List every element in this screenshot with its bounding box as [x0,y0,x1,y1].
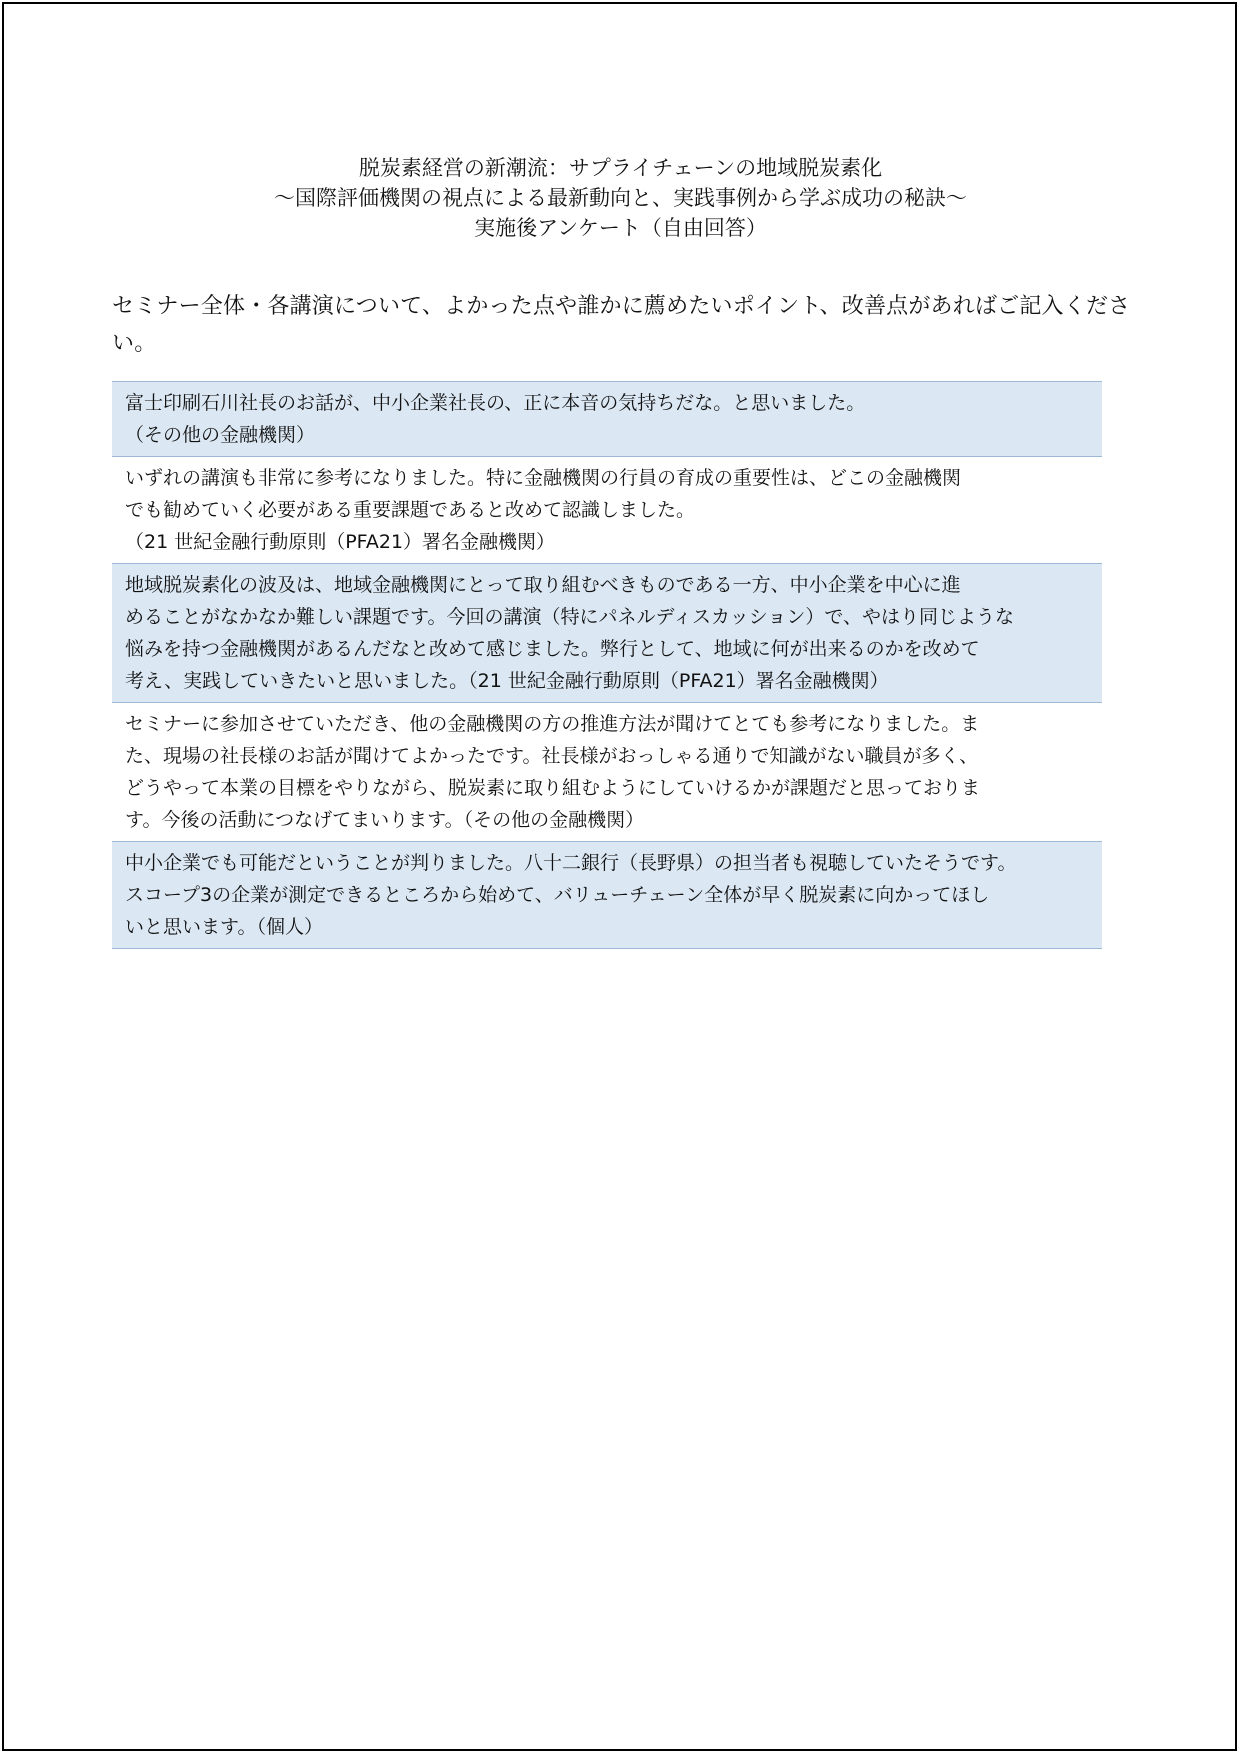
answer-text-line: 地域脱炭素化の波及は、地域金融機関にとって取り組むべきものである一方、中小企業を中心に進 [125,574,961,596]
answer-text-line: いずれの講演も非常に参考になりました。特に金融機関の行員の育成の重要性は、どこの金融機関 [125,467,962,489]
answer-text-line: た、現場の社長様のお話が聞けてよかったです。社長様がおっしゃる通りで知識がない職員が多く、 [125,745,979,767]
answer-text-line: 富士印刷石川社長のお話が、中小企業社長の、正に本音の気持ちだな。と思いました。 [125,392,866,414]
answer-text-line: スコープ3の企業が測定できるところから始めて、バリューチェーン全体が早く脱炭素に向かってほし [125,884,990,906]
document-title [0,153,1241,243]
answer-row [112,456,1102,563]
answer-text-line: 悩みを持つ金融機関があるんだなと改めて感じました。弊行として、地域に何が出来るのかを改めて [125,638,980,660]
title-line-main: 脱炭素経営の新潮流：サプライチェーンの地域脱炭素化 [358,156,883,180]
answer-row [112,702,1102,841]
answer-list [112,381,1102,949]
answer-text-line: どうやって本業の目標をやりながら、脱炭素に取り組むようにしていけるかが課題だと思っておりま [125,777,981,799]
answer-respondent: （その他の金融機関） [125,424,316,446]
answer-text-line: セミナーに参加させていただき、他の金融機関の方の推進方法が聞けてとても参考になりました。ま [125,713,980,735]
answer-text-line: 中小企業でも可能だということが判りました。八十二銀行（長野県）の担当者も視聴していたそうです。 [125,852,1017,874]
answer-text-line: でも勧めていく必要がある重要課題であると改めて認識しました。 [125,499,696,521]
question-line: い。 [112,331,157,356]
title-line-survey: 実施後アンケート（自由回答） [474,216,767,240]
answer-text-line: めることがなかなか難しい課題です。今回の講演（特にパネルディスカッション）で、やはり同じような [125,606,1015,628]
answer-text-line: 考え、実践していきたいと思いました。（21 世紀金融行動原則（PFA21）署名金融機関） [125,670,889,692]
answer-text-line: す。今後の活動につなげてまいります。（その他の金融機関） [125,809,645,831]
answer-respondent: （21 世紀金融行動原則（PFA21）署名金融機関） [125,531,556,553]
title-line-subtitle: ～国際評価機関の視点による最新動向と、実践事例から学ぶ成功の秘訣～ [274,186,967,210]
survey-question [112,288,1131,362]
answer-row [112,563,1102,702]
answer-row [112,381,1102,456]
question-line: セミナー全体・各講演について、よかった点や誰かに薦めたいポイント、改善点があればご記入くださ [112,294,1131,319]
answer-text-line: いと思います。（個人） [125,916,323,938]
answer-row [112,841,1102,949]
